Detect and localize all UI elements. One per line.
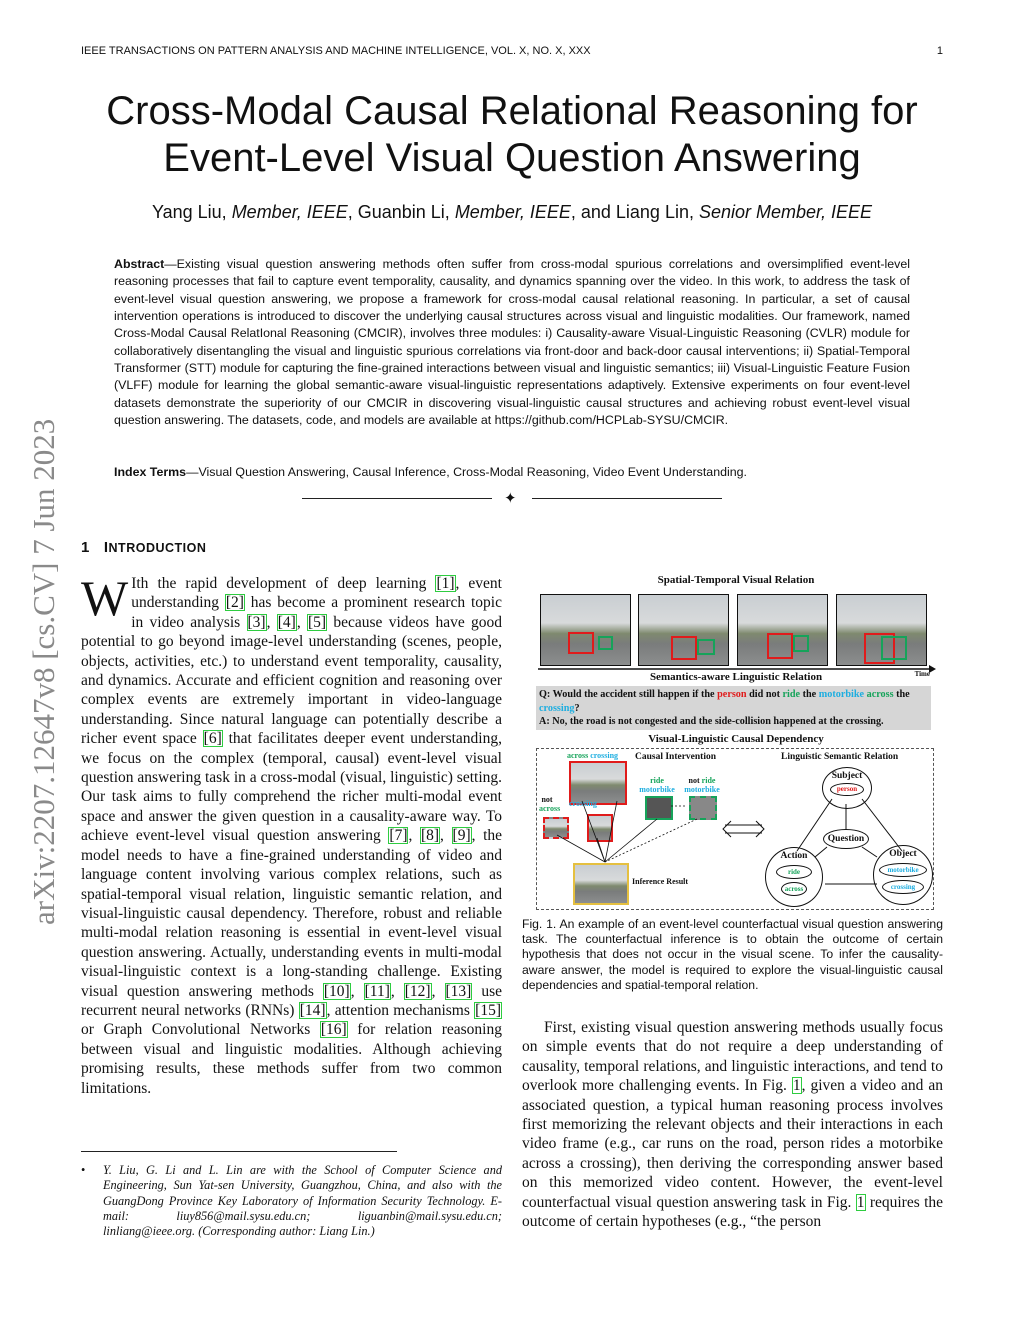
footnote-rule: [81, 1151, 397, 1152]
separator-diamond-icon: ✦: [504, 491, 517, 507]
citation-link[interactable]: [1]: [436, 575, 455, 592]
paragraph-text: for relation reasoning between visual and linguistic modalities. Although achieving promising results, these methods suffer from two common limitations.: [81, 1021, 502, 1097]
citation-link[interactable]: [6]: [203, 730, 222, 748]
citation-link[interactable]: [8]: [420, 827, 440, 845]
footnote-text: Y. Liu, G. Li and L. Lin are with the School of Computer Science and Engineering, Sun Yat-sen University, Guangzhou, China, and also with the GuangDong Province Key Laboratory of Information Security Technology. E-mail: liuy856@mail.sysu.edu.cn; liguanbin@mail.sysu.edu.cn; linliang@ieee.org. (Corresponding author: Liang Lin.): [103, 1163, 502, 1239]
timeline-arrow-icon: [534, 573, 938, 683]
citation-link[interactable]: 1: [792, 1077, 801, 1095]
paragraph-text: ,: [408, 827, 420, 845]
separator-rule: [532, 498, 722, 499]
across-node: across: [781, 882, 807, 896]
abstract-label: Abstract: [114, 257, 165, 271]
figure-section-title: Semantics-aware Linguistic Relation: [649, 671, 823, 683]
paragraph-text: Ith the rapid development of deep learning: [131, 575, 436, 592]
question-node: Question: [823, 829, 869, 849]
title-line: Cross-Modal Causal Relational Reasoning for: [106, 89, 918, 133]
linguistic-relation-title: Linguistic Semantic Relation: [781, 752, 899, 762]
body-paragraph: [522, 1018, 943, 1231]
figure-section-title: Spatial-Temporal Visual Relation: [657, 574, 815, 586]
footnote: [81, 1163, 502, 1239]
section-title-rest: NTRODUCTION: [108, 541, 207, 555]
citation-link[interactable]: [9]: [452, 827, 471, 845]
paragraph-text: ,: [431, 982, 445, 1000]
author-role: Member, IEEE: [231, 202, 348, 222]
paragraph-text: or Graph Convolutional Networks: [81, 1021, 320, 1039]
author-role: Senior Member, IEEE: [698, 202, 873, 222]
citation-link[interactable]: [3]: [247, 613, 266, 631]
paper-title: [60, 88, 964, 182]
time-label: Time: [914, 670, 930, 678]
question-text: Q: Would the accident still happen if the person did not ride the motorbike across the crossing?: [539, 689, 910, 714]
paragraph-text: ,: [350, 982, 364, 1000]
index-terms: [114, 465, 910, 479]
arxiv-stamp: arXiv:2207.12647v8 [cs.CV] 7 Jun 2023: [26, 418, 61, 925]
paragraph-text: ,: [296, 613, 307, 631]
inference-result-label: Inference Result: [632, 877, 689, 886]
citation-link[interactable]: [11]: [364, 982, 390, 1000]
figure-caption: Fig. 1. An example of an event-level counterfactual visual question answering task. The counterfactual inference is to obtain the outcome of certain hypothesis that does not occur in the visual scene. To infer the causality-aware answer, the model is required to explore the visual-linguistic causal dependencies and spatial-temporal relation.: [522, 917, 943, 992]
drop-cap: W: [81, 570, 129, 626]
paragraph-text: , event understanding: [131, 575, 502, 612]
author-list: [60, 202, 964, 223]
paragraph-text: because videos have good potential to go beyond image-level understanding (scenes, people, objects, activities, etc.) to understand event temporality, causality, and dynamics. Accurate and efficient cognition and reasoning over complex events are extremely important in video-language understanding. Since natural language can potentially describe a richer event space: [81, 613, 503, 748]
citation-link[interactable]: [10]: [323, 982, 350, 1000]
figure-1: [534, 573, 938, 911]
citation-link[interactable]: [5]: [308, 613, 327, 631]
question-answer-box: [536, 686, 931, 730]
motorbike-node: motorbike: [879, 863, 927, 877]
citation-link[interactable]: [14]: [299, 1001, 326, 1019]
paragraph-text: ,: [266, 613, 277, 631]
action-node: Action ride across: [765, 847, 823, 907]
object-node: Object motorbike crossing: [873, 845, 933, 905]
citation-link[interactable]: [16]: [320, 1021, 347, 1039]
causal-dependency-panel: Causal Intervention Linguistic Semantic Relation across crossing not across crossing ride motorbike not ride motorbike Inference Result Subject person Question Action ride across Object motorbike crossing: [536, 748, 934, 910]
causal-graph-edges: [537, 749, 933, 909]
journal-name: IEEE TRANSACTIONS ON PATTERN ANALYSIS AND MACHINE INTELLIGENCE, VOL. X, NO. X, XXX: [81, 45, 591, 57]
answer-text: A: No, the road is not congested and the side-collision happened at the crossing.: [539, 716, 884, 727]
section-number: 1: [81, 539, 90, 556]
subject-node: Subject person: [822, 767, 872, 809]
section-title: I: [103, 539, 109, 556]
citation-link[interactable]: [15]: [475, 1001, 501, 1019]
page-number: 1: [936, 45, 943, 57]
index-terms-label: Index Terms: [114, 465, 187, 479]
separator-rule: [302, 498, 492, 499]
citation-link[interactable]: [12]: [404, 982, 431, 1000]
index-terms-text: —Visual Question Answering, Causal Inference, Cross-Modal Reasoning, Video Event Understanding.: [186, 465, 747, 479]
citation-link[interactable]: 1: [856, 1193, 865, 1211]
paragraph-text: , attention mechanisms: [326, 1001, 475, 1019]
paragraph-text: has become a prominent research topic in video analysis: [131, 594, 502, 631]
bullet-icon: •: [81, 1163, 86, 1177]
paragraph-text: ,: [390, 982, 404, 1000]
paragraph-text: that facilitates deeper event understanding, we focus on the complex (temporal, causal) event-level visual question answering task in a cross-modal (visual, linguistic) setting. Our task aims to fully comprehend the richer multi-modal event space and answer the given question in a causality-aware way. To achieve event-level visual question answering: [81, 730, 503, 845]
paragraph-text: , given a video and an associated question, a typical human reasoning process involves first memorizing the relevant objects and their interactions in each video frame (e.g., car runs on the road, person rides a motorbike across a crossing), then deriving the corresponding answer based on this memorized video content. However, the event-level counterfactual visual question answering task in Fig.: [522, 1077, 943, 1211]
paragraph-text: requires the outcome of certain hypotheses (e.g., “the person: [522, 1193, 944, 1231]
crossing-label: crossing: [569, 799, 597, 808]
citation-link[interactable]: [7]: [389, 827, 408, 845]
citation-link[interactable]: [2]: [225, 594, 244, 612]
section-heading: [81, 539, 206, 556]
author-name: Yang Liu,: [151, 202, 232, 222]
crossing-node: crossing: [882, 880, 924, 894]
abstract-text: —Existing visual question answering methods often suffer from cross-modal spurious correlations and oversimplified event-level reasoning processes that fail to capture event temporality, causality, and dynamics spanning over the video. In this work, to address the task of event-level visual question answering, we propose a framework for cross-modal causal relational reasoning. In particular, a set of causal intervention operations is introduced to discover the underlying causal structures across visual and linguistic modalities. Our framework, named Cross-Modal Causal RelatIonal Reasoning (CMCIR), involves three modules: i) Causality-aware Visual-Linguistic Reasoning (CVLR) module for collaboratively disentangling the visual and linguistic spurious correlations via front-door and back-door causal interventions; ii) Spatial-Temporal Transformer (STT) module for capturing the fine-grained interactions between visual and linguistic semantics; iii) Visual-Linguistic Feature Fusion (VLFF) module for learning the global semantic-aware visual-linguistic representations adaptively. Extensive experiments on four event-level datasets demonstrate the superiority of our CMCIR in discovering visual-linguistic causal structures and achieving robust event-level visual question answering. The datasets, code, and models are available at https://github.com/HCPLab-SYSU/CMCIR.: [114, 257, 910, 428]
paragraph-text: First, existing visual question answering methods usually focus on simple events that do not require a deep understanding of causality, temporal relations, and linguistic interactions, and tend to overlook more challenging events. In Fig.: [522, 1019, 943, 1095]
citation-link[interactable]: [13]: [445, 982, 472, 1000]
causal-intervention-title: Causal Intervention: [635, 752, 717, 762]
author-name: , Guanbin Li,: [347, 202, 455, 222]
author-name: , and Liang Lin,: [570, 202, 699, 222]
paragraph-text: use recurrent neural networks (RNNs): [81, 982, 503, 1019]
citation-link[interactable]: [4]: [277, 613, 296, 631]
author-role: Member, IEEE: [454, 202, 571, 222]
figure-section-title: Visual-Linguistic Causal Dependency: [648, 733, 824, 745]
ride-node: ride: [776, 865, 812, 879]
intro-paragraph: [81, 570, 503, 1098]
running-header: [81, 45, 943, 57]
abstract: [114, 256, 910, 429]
paragraph-text: ,: [440, 827, 452, 845]
person-node: person: [830, 783, 864, 796]
paragraph-text: , the model needs to have a fine-grained understanding of video and language content involving various complex relations, such as spatial-temporal visual relation, linguistic semantic relation, and visual-linguistic causal dependency. Therefore, robust and reliable multi-modal relation reasoning is essential in event-level visual question answering. Actually, understanding events in multi-modal visual-linguistic context is a long-standing challenge. Existing visual question answering methods: [81, 827, 503, 1000]
title-line: Event-Level Visual Question Answering: [163, 136, 861, 180]
